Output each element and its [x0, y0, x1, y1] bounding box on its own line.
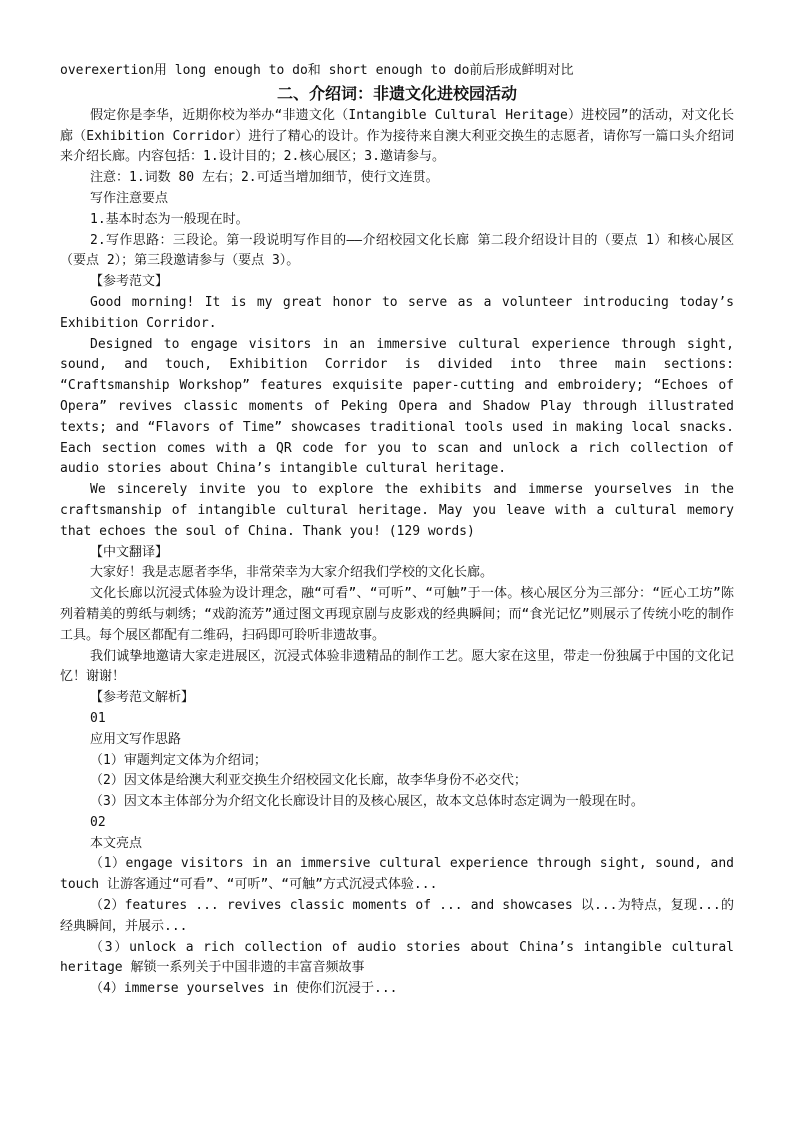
analysis-number-2: 02 — [90, 814, 106, 830]
model-paragraph-3: We sincerely invite you to explore the exhibits and immerse yourselves in the craftsmanship of intangible cultural heritage. May you leave with a cultural memory that echoes the soul of China. Thank you! (129 words) — [60, 482, 734, 539]
tips-item-1: 1.基本时态为一般现在时。 — [90, 211, 249, 227]
translation-paragraph-1: 大家好！我是志愿者李华，非常荣幸为大家介绍我们学校的文化长廊。 — [90, 565, 494, 581]
analysis-subheading-1: 应用文写作思路 — [90, 731, 182, 747]
analysis-subheading-2: 本文亮点 — [90, 835, 143, 851]
prompt-note: 注意：1.词数 80 左右；2.可适当增加细节，使行文连贯。 — [90, 170, 439, 186]
model-paragraph-2: Designed to engage visitors in an immersive cultural experience through sight, sound, and touch, Exhibition Corridor is divided into three main sections: “Craftsmanship Workshop” features exquisite paper-cutting and embroidery; “Echoes of Opera” revives classic moments of Peking Opera and Shadow Play through illustrated texts; and “Flavors of Time” showcases traditional tools used in making local snacks. Each section comes with a QR code for you to scan and unlock a rich collection of audio stories about China’s intangible cultural heritage. — [60, 336, 734, 477]
prompt-paragraph: 假定你是李华，近期你校为举办“非遗文化（Intangible Cultural Heritage）进校园”的活动，对文化长廊（Exhibition Corridor）进行了精心的设计。作为接待来自澳大利亚交换生的志愿者，请你写一篇口头介绍词来介绍长廊。内容包括：1.设计目的；2.核心展区；3.邀请参与。 — [60, 107, 734, 165]
highlight-item-1: （1）engage visitors in an immersive cultural experience through sight, sound, and touch 让游客通过“可看”、“可听”、“可触”方式沉浸式体验... — [60, 856, 734, 893]
analysis-item-3: （3）因文本主体部分为介绍文化长廊设计目的及核心展区，故本文总体时态定调为一般现在时。 — [90, 794, 644, 810]
highlight-item-3: （3）unlock a rich collection of audio stories about China’s intangible cultural heritage 解锁一系列关于中国非遗的丰富音频故事 — [60, 939, 734, 976]
highlight-item-4: （4）immerse yourselves in 使你们沉浸于... — [90, 981, 398, 997]
model-paragraph-1: Good morning! It is my great honor to serve as a volunteer introducing today’s Exhibition Corridor. — [60, 294, 734, 331]
header-line: overexertion用 long enough to do和 short enough to do前后形成鲜明对比 — [60, 63, 574, 78]
analysis-item-1: （1）审题判定文体为介绍词； — [90, 752, 267, 768]
tips-heading: 写作注意要点 — [90, 190, 169, 206]
model-heading: 【参考范文】 — [90, 274, 169, 290]
section-title: 二、介绍词：非遗文化进校园活动 — [276, 83, 517, 103]
highlight-item-2: （2）features ... revives classic moments of ... and showcases 以...为特点，复现...的经典瞬间，并展示... — [60, 898, 734, 934]
translation-heading: 【中文翻译】 — [90, 544, 169, 560]
analysis-number-1: 01 — [90, 710, 106, 726]
analysis-heading: 【参考范文解析】 — [90, 690, 195, 706]
analysis-item-2: （2）因文体是给澳大利亚交换生介绍校园文化长廊，故李华身份不必交代； — [90, 773, 527, 789]
translation-paragraph-3: 我们诚挚地邀请大家走进展区，沉浸式体验非遗精品的制作工艺。愿大家在这里，带走一份独属于中国的文化记忆！谢谢！ — [60, 648, 734, 685]
translation-paragraph-2: 文化长廊以沉浸式体验为设计理念，融“可看”、“可听”、“可触”于一体。核心展区分为三部分：“匠心工坊”陈列着精美的剪纸与刺绣；“戏韵流芳”通过图文再现京剧与皮影戏的经典瞬间；而“食光记忆”则展示了传统小吃的制作工具。每个展区都配有二维码，扫码即可聆听非遗故事。 — [60, 586, 734, 643]
tips-item-2: 2.写作思路：三段论。第一段说明写作目的——介绍校园文化长廊 第二段介绍设计目的（要点 1）和核心展区（要点 2）；第三段邀请参与（要点 3）。 — [60, 232, 734, 269]
document-page — [60, 61, 734, 1000]
